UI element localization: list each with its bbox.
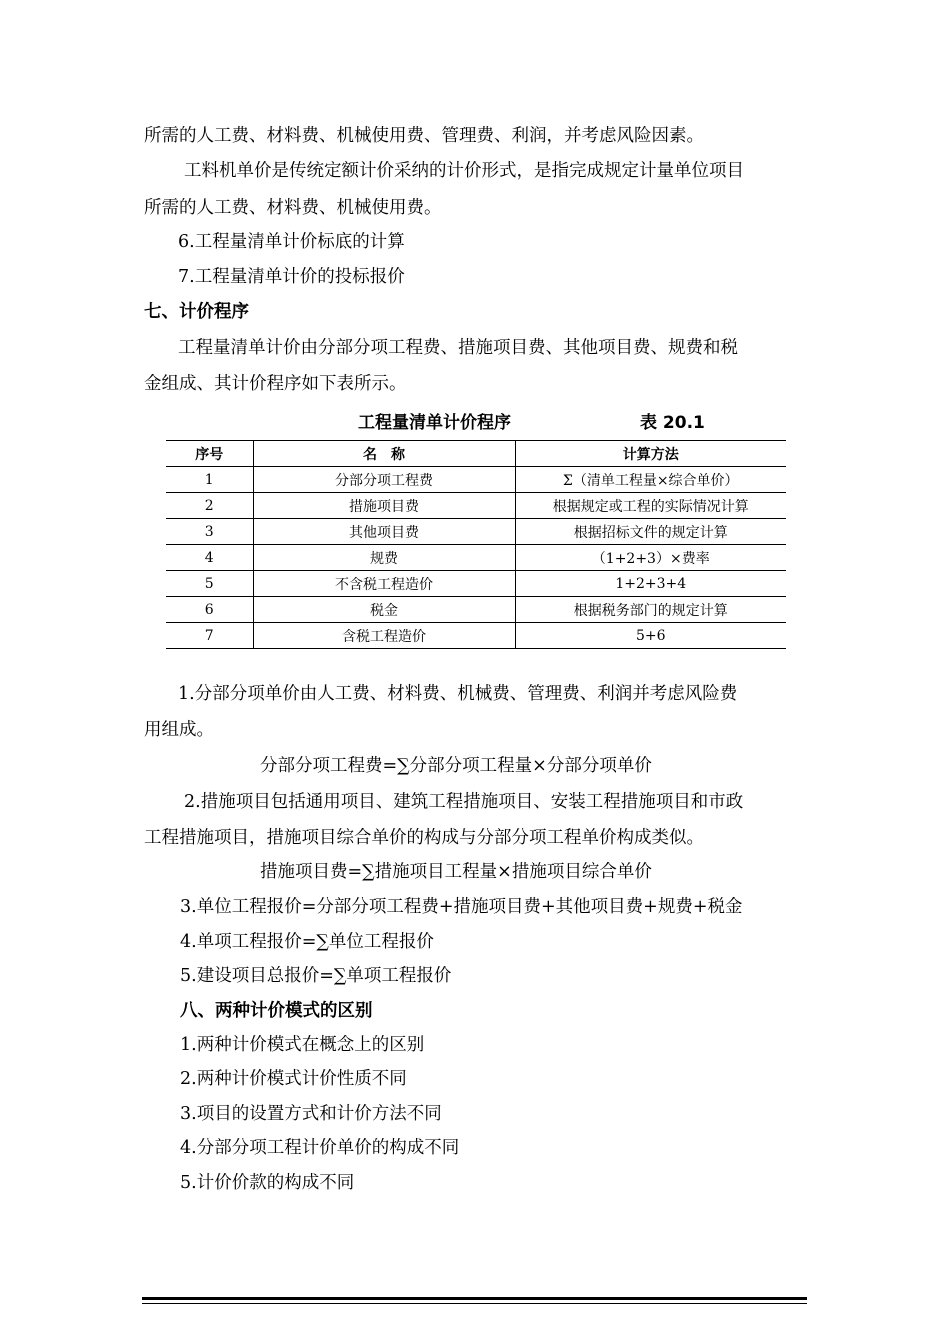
- paragraph-line: 1.分部分项单价由人工费、材料费、机械费、管理费、利润并考虑风险费: [178, 684, 738, 704]
- list-item: 5.计价价款的构成不同: [180, 1173, 355, 1193]
- paragraph-line: 2.措施项目包括通用项目、建筑工程措施项目、安装工程措施项目和市政: [184, 792, 744, 812]
- cell-method: 根据招标文件的规定计算: [515, 519, 786, 545]
- table-header-row: [166, 441, 786, 467]
- cell-index: 7: [166, 623, 253, 649]
- cell-method: 根据税务部门的规定计算: [515, 597, 786, 623]
- header-name: 名 称: [253, 441, 515, 467]
- cell-name: 措施项目费: [253, 493, 515, 519]
- cell-index: 2: [166, 493, 253, 519]
- list-item: 3.单位工程报价=分部分项工程费+措施项目费+其他项目费+规费+税金: [180, 897, 743, 917]
- section-heading: 八、两种计价模式的区别: [180, 1001, 373, 1021]
- cell-name: 其他项目费: [253, 519, 515, 545]
- cell-method: 1+2+3+4: [515, 571, 786, 597]
- table-row: [166, 571, 786, 597]
- table-row: [166, 623, 786, 649]
- cell-index: 6: [166, 597, 253, 623]
- list-item: 4.单项工程报价=∑单位工程报价: [180, 932, 434, 952]
- paragraph-line: 工料机单价是传统定额计价采纳的计价形式，是指完成规定计量单位项目: [184, 161, 744, 181]
- paragraph-line: 用组成。: [144, 720, 214, 740]
- cell-index: 1: [166, 467, 253, 493]
- cell-name: 含税工程造价: [253, 623, 515, 649]
- paragraph-line: 金组成、其计价程序如下表所示。: [144, 374, 407, 394]
- list-item: 2.两种计价模式计价性质不同: [180, 1069, 407, 1089]
- list-item: 5.建设项目总报价=∑单项工程报价: [180, 966, 452, 986]
- cell-name: 规费: [253, 545, 515, 571]
- cell-method: （1+2+3）×费率: [515, 545, 786, 571]
- cell-method: 5+6: [515, 623, 786, 649]
- table-row: [166, 467, 786, 493]
- cell-index: 3: [166, 519, 253, 545]
- fee-procedure-table: [166, 440, 786, 649]
- table-number: 表 20.1: [640, 413, 705, 433]
- table-row: [166, 597, 786, 623]
- paragraph-line: 工程量清单计价由分部分项工程费、措施项目费、其他项目费、规费和税: [178, 338, 738, 358]
- cell-index: 4: [166, 545, 253, 571]
- paragraph-line: 工程措施项目，措施项目综合单价的构成与分部分项工程单价构成类似。: [144, 828, 704, 848]
- header-method: 计算方法: [515, 441, 786, 467]
- cell-method: Σ（清单工程量×综合单价）: [515, 467, 786, 493]
- paragraph-line: 所需的人工费、材料费、机械使用费、管理费、利润，并考虑风险因素。: [144, 126, 704, 146]
- formula: 措施项目费=∑措施项目工程量×措施项目综合单价: [260, 862, 652, 882]
- section-heading: 七、计价程序: [144, 302, 249, 322]
- list-item: 1.两种计价模式在概念上的区别: [180, 1035, 425, 1055]
- table-row: [166, 545, 786, 571]
- footer-rule: [142, 1297, 807, 1304]
- header-index: 序号: [166, 441, 253, 467]
- table-title: 工程量清单计价程序: [358, 413, 511, 433]
- formula: 分部分项工程费=∑分部分项工程量×分部分项单价: [260, 756, 652, 776]
- table-row: [166, 519, 786, 545]
- list-item: 4.分部分项工程计价单价的构成不同: [180, 1138, 460, 1158]
- list-item: 6.工程量清单计价标底的计算: [178, 232, 405, 252]
- list-item: 3.项目的设置方式和计价方法不同: [180, 1104, 442, 1124]
- cell-name: 税金: [253, 597, 515, 623]
- cell-name: 分部分项工程费: [253, 467, 515, 493]
- table-row: [166, 493, 786, 519]
- cell-index: 5: [166, 571, 253, 597]
- cell-name: 不含税工程造价: [253, 571, 515, 597]
- cell-method: 根据规定或工程的实际情况计算: [515, 493, 786, 519]
- list-item: 7.工程量清单计价的投标报价: [178, 267, 405, 287]
- paragraph-line: 所需的人工费、材料费、机械使用费。: [144, 198, 442, 218]
- table-caption: [358, 408, 705, 433]
